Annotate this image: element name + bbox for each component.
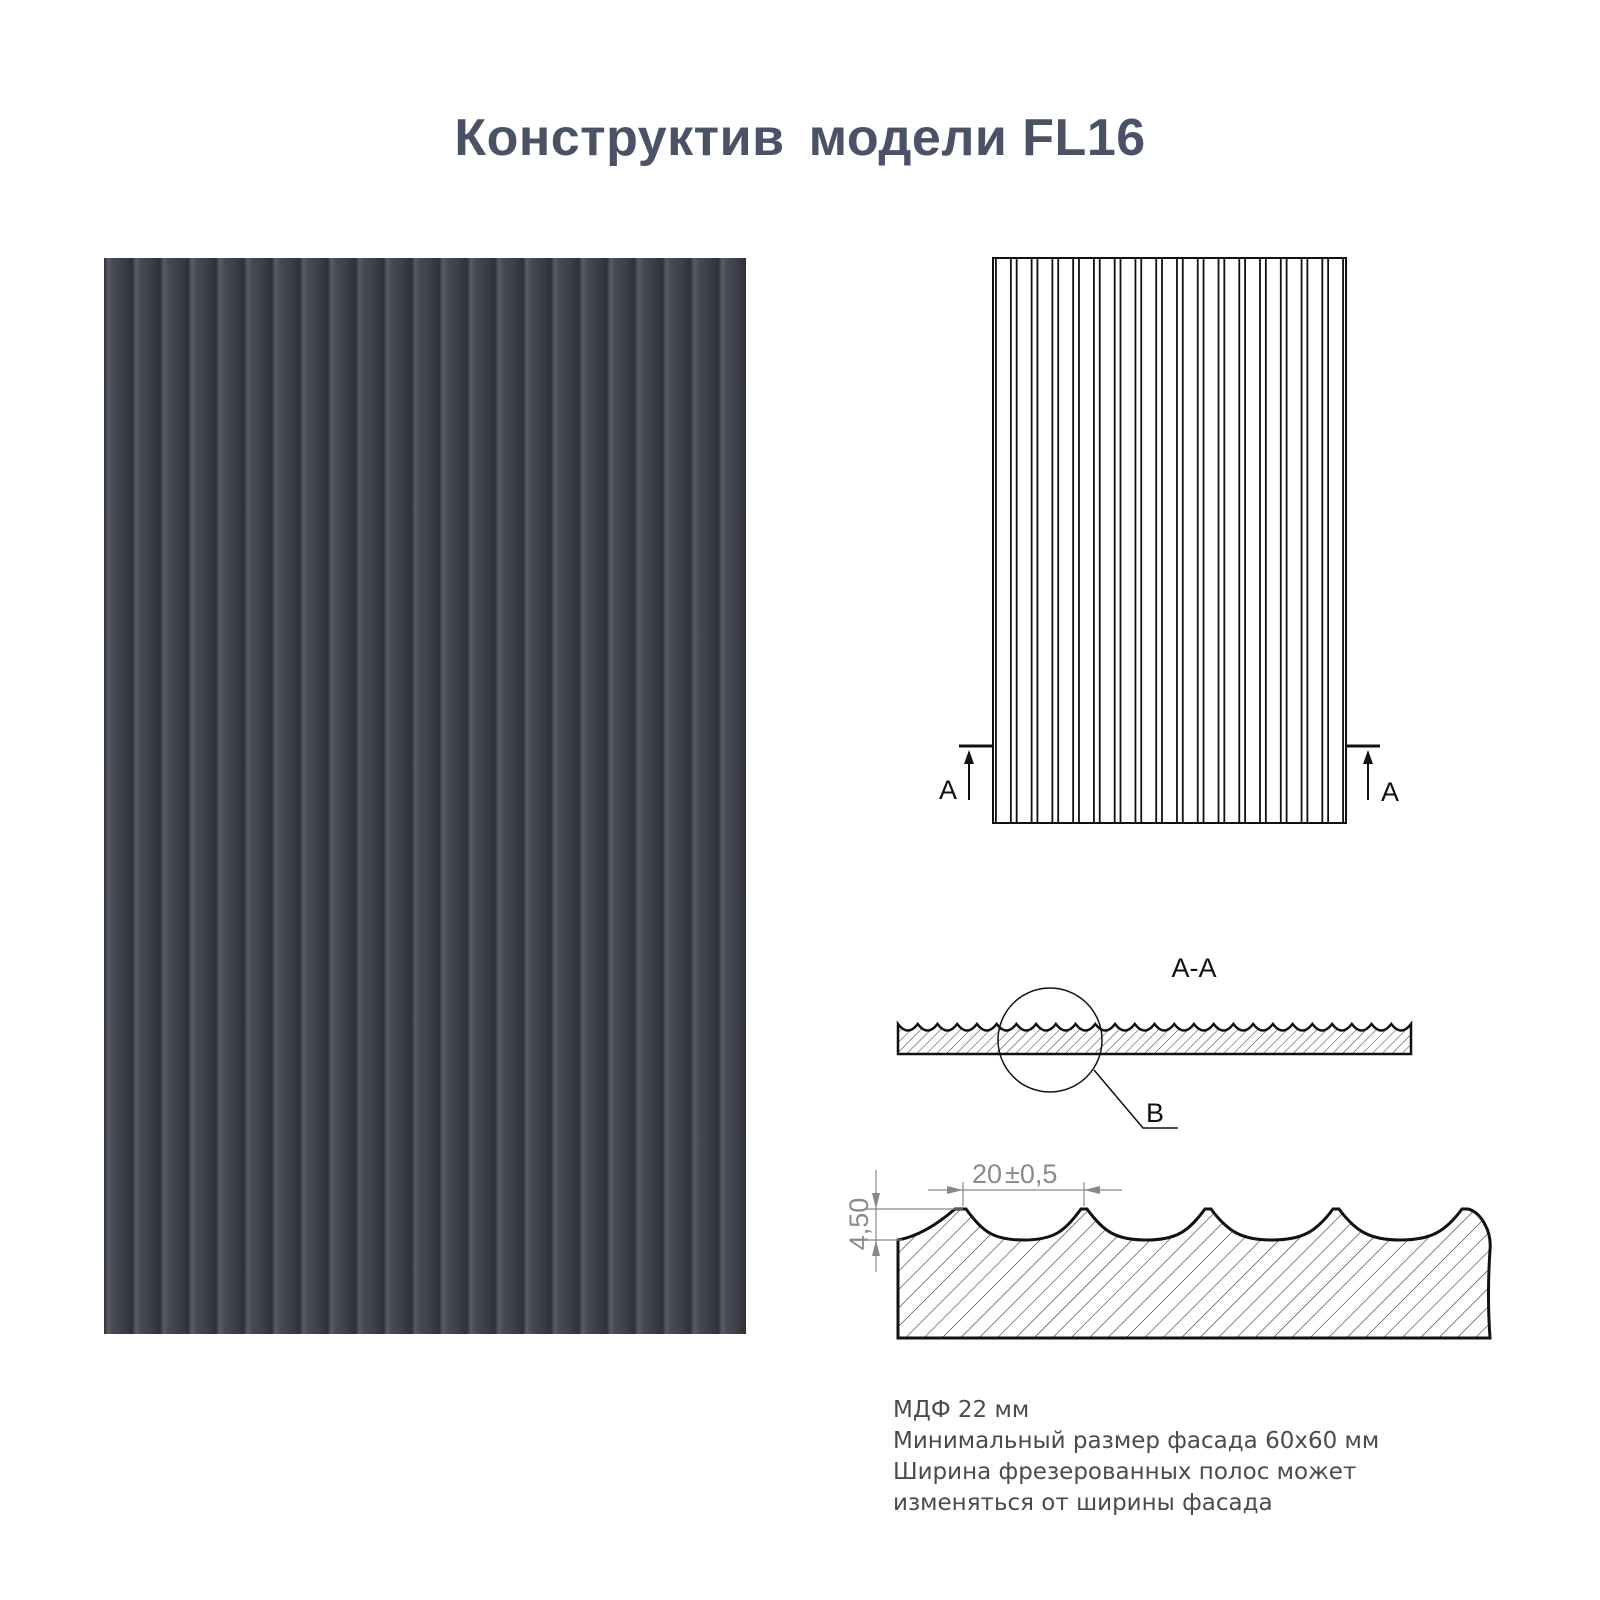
detail-callout-label: B — [1145, 1098, 1165, 1128]
title-part-2: модели FL16 — [808, 109, 1146, 167]
specification-notes — [893, 1395, 1379, 1519]
section-a-a-label: A-A — [1171, 953, 1217, 983]
section-mark-left — [939, 746, 993, 805]
note-stripe-width-cont: изменяться от ширины фасада — [893, 1490, 1273, 1516]
section-mark-right — [1346, 746, 1399, 807]
section-strip — [898, 1024, 1411, 1054]
note-material: МДФ 22 мм — [893, 1397, 1030, 1423]
note-min-size: Минимальный размер фасада 60x60 мм — [893, 1428, 1380, 1454]
front-view-outline — [993, 258, 1346, 823]
pitch-label: 20 — [971, 1159, 1002, 1189]
detail-profile — [898, 1209, 1490, 1338]
front-view — [939, 258, 1399, 823]
section-a-a — [898, 953, 1411, 1128]
pitch-tolerance-label: ±0,5 — [1005, 1159, 1058, 1189]
title-part-1: Конструктив — [454, 109, 785, 167]
section-mark-left-label: A — [938, 775, 958, 805]
depth-label: 4,50 — [844, 1197, 874, 1251]
detail-callout-leader — [1094, 1070, 1178, 1128]
section-mark-right-label: A — [1380, 777, 1400, 807]
note-stripe-width: Ширина фрезерованных полос может — [893, 1459, 1357, 1485]
detail-b — [844, 1159, 1490, 1338]
